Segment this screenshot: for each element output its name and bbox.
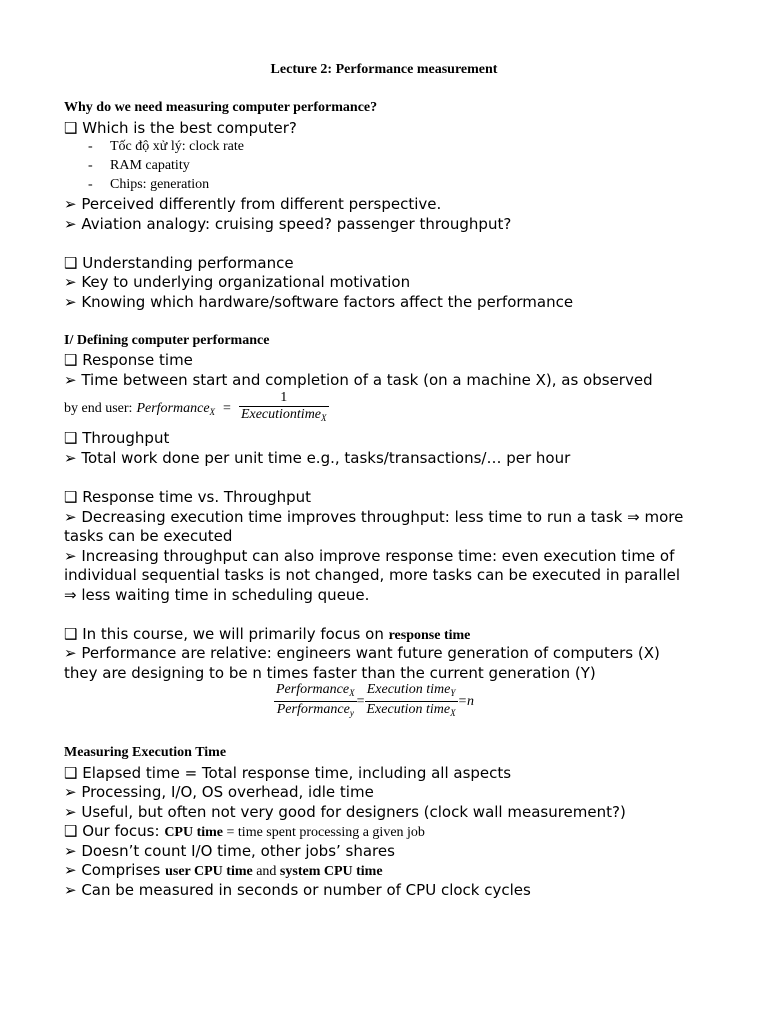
checkbox-item-throughput: ❑ Throughput bbox=[64, 429, 170, 447]
arrow-bullet: ➢ Processing, I/O, OS overhead, idle time bbox=[64, 783, 374, 801]
equation-prefix: by end user: bbox=[64, 401, 133, 416]
sub-item-label: Tốc độ xử lý: clock rate bbox=[110, 139, 244, 154]
paragraph-line: individual sequential tasks is not changed, more tasks can be executed in parallel bbox=[64, 566, 681, 584]
arrow-bullet: ➢ Performance are relative: engineers want future generation of computers (X) bbox=[64, 644, 660, 662]
relative-performance-equation bbox=[274, 682, 474, 721]
checkbox-item-course-focus: ❑ In this course, we will primarily focus on response time bbox=[64, 625, 471, 643]
fraction-denominator: Execution time$_X$ bbox=[365, 701, 458, 721]
performance-ratio-fraction bbox=[274, 682, 357, 721]
equation-rhs: =n bbox=[457, 693, 475, 709]
arrow-bullet: ➢ Comprises user CPU time and system CPU time bbox=[64, 861, 383, 879]
sub-list-item bbox=[88, 175, 209, 195]
equals-sign: = bbox=[356, 693, 365, 709]
dash-bullet: - bbox=[88, 158, 93, 173]
section-heading-why: Why do we need measuring computer performance? bbox=[64, 100, 378, 115]
sub-list-item bbox=[88, 137, 244, 157]
checkbox-item-response-time: ❑ Response time bbox=[64, 351, 193, 369]
arrow-bullet: ➢ Doesn’t count I/O time, other jobs’ shares bbox=[64, 842, 395, 860]
arrow-bullet: ➢ Aviation analogy: cruising speed? passenger throughput? bbox=[64, 215, 512, 233]
fraction-denominator: Performance$_y$ bbox=[274, 701, 357, 721]
sub-item-label: Chips: generation bbox=[110, 177, 210, 192]
dash-bullet: - bbox=[88, 139, 93, 154]
checkbox-item-elapsed-time: ❑ Elapsed time = Total response time, including all aspects bbox=[64, 764, 512, 782]
paragraph-line: tasks can be executed bbox=[64, 527, 233, 545]
performance-equation bbox=[64, 390, 329, 430]
arrow-bullet: ➢ Knowing which hardware/software factors affect the performance bbox=[64, 293, 574, 311]
fraction-denominator: Executiontime$_X$ bbox=[239, 406, 329, 426]
checkbox-item-understanding: ❑ Understanding performance bbox=[64, 254, 294, 272]
arrow-bullet: ➢ Useful, but often not very good for designers (clock wall measurement?) bbox=[64, 803, 626, 821]
section-heading-defining: I/ Defining computer performance bbox=[64, 333, 270, 348]
arrow-bullet: ➢ Increasing throughput can also improve response time: even execution time of bbox=[64, 547, 675, 565]
arrow-bullet: ➢ Perceived differently from different perspective. bbox=[64, 195, 442, 213]
sub-item-label: RAM capatity bbox=[110, 158, 190, 173]
emphasis-cpu-time: CPU time bbox=[164, 825, 224, 840]
equals-sign: = bbox=[223, 401, 231, 416]
checkbox-item-cpu-time: ❑ Our focus: CPU time = time spent processing a given job bbox=[64, 822, 425, 840]
arrow-bullet: ➢ Time between start and completion of a task (on a machine X), as observed bbox=[64, 371, 653, 389]
fraction-numerator: 1 bbox=[280, 390, 288, 406]
sub-list-item bbox=[88, 156, 190, 176]
arrow-bullet: ➢ Key to underlying organizational motivation bbox=[64, 273, 411, 291]
fraction-numerator: Execution time$_Y$ bbox=[366, 682, 456, 698]
equation-fraction bbox=[239, 390, 329, 426]
execution-time-ratio-fraction bbox=[365, 682, 458, 721]
emphasis-system-cpu-time: system CPU time bbox=[279, 864, 383, 879]
equation-lhs: Performance$_X$ bbox=[136, 401, 216, 417]
emphasis-response-time: response time bbox=[388, 628, 471, 643]
dash-bullet: - bbox=[88, 177, 93, 192]
page-title: Lecture 2: Performance measurement bbox=[270, 62, 498, 77]
arrow-bullet: ➢ Decreasing execution time improves throughput: less time to run a task ⇒ more bbox=[64, 508, 684, 526]
paragraph-line: ⇒ less waiting time in scheduling queue. bbox=[64, 586, 370, 604]
checkbox-item-response-vs-throughput: ❑ Response time vs. Throughput bbox=[64, 488, 312, 506]
checkbox-item-best-computer: ❑ Which is the best computer? bbox=[64, 119, 297, 137]
emphasis-user-cpu-time: user CPU time bbox=[165, 864, 253, 879]
arrow-bullet: ➢ Total work done per unit time e.g., tasks/transactions/… per hour bbox=[64, 449, 571, 467]
fraction-numerator: Performance$_X$ bbox=[276, 682, 355, 698]
section-heading-measuring: Measuring Execution Time bbox=[64, 745, 227, 760]
arrow-bullet: ➢ Can be measured in seconds or number of CPU clock cycles bbox=[64, 881, 531, 899]
paragraph-line: they are designing to be n times faster than the current generation (Y) bbox=[64, 664, 596, 682]
